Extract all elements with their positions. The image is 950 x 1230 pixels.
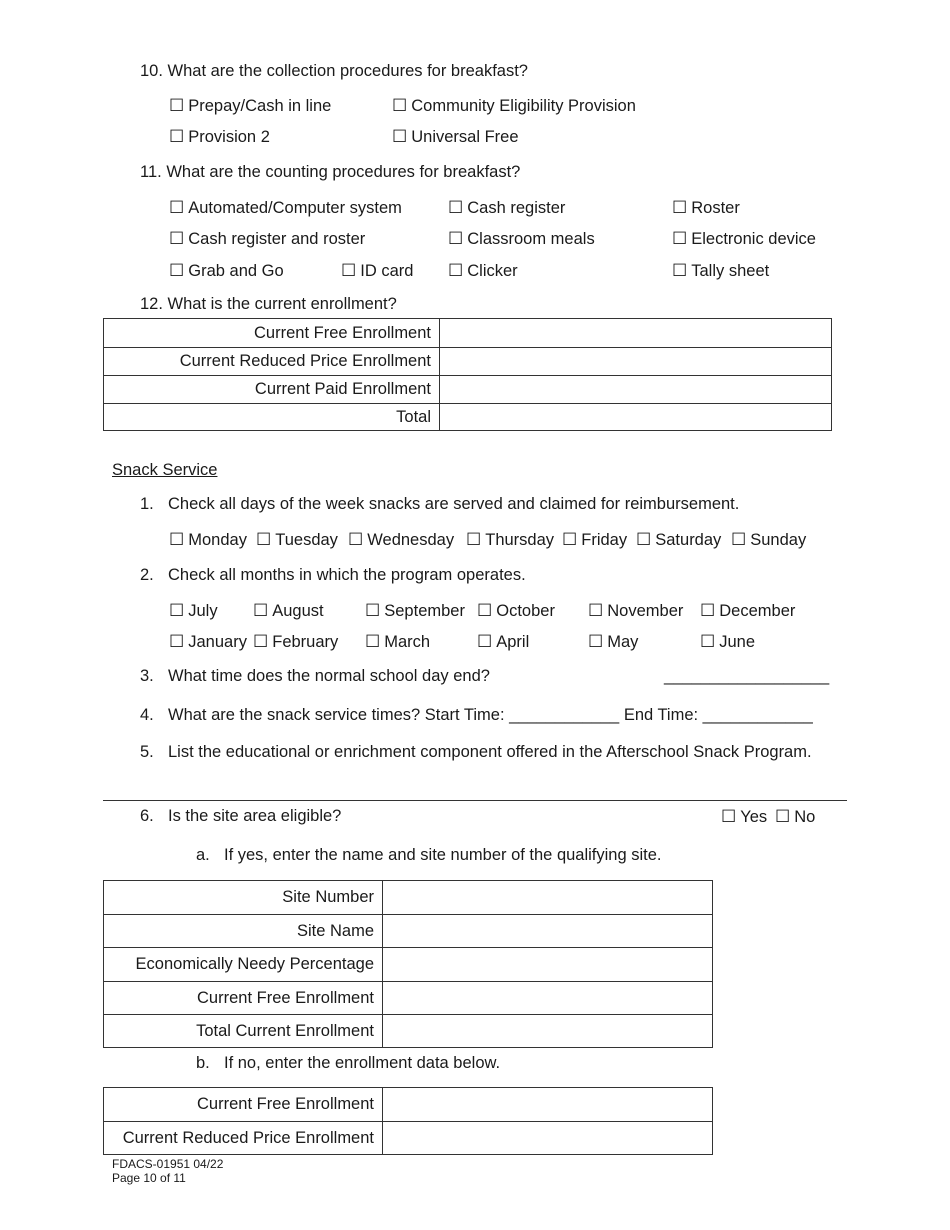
- day-sunday[interactable]: ☐ Sunday: [731, 530, 807, 549]
- snack-q6-question: Is the site area eligible?: [168, 807, 342, 825]
- q10-text: [140, 62, 528, 81]
- snack-q2-number: 2.: [140, 566, 154, 584]
- q11-option-roster[interactable]: ☐ Roster: [672, 198, 740, 217]
- checkbox-icon[interactable]: ☐: [466, 530, 482, 549]
- q12-text: [140, 295, 397, 314]
- checkbox-icon[interactable]: ☐: [169, 127, 185, 146]
- site-total-enrollment-field[interactable]: [383, 1015, 713, 1048]
- table-row: [104, 319, 832, 348]
- month-september[interactable]: ☐ September: [365, 601, 465, 620]
- table-row: [104, 404, 832, 431]
- month-december[interactable]: ☐ December: [700, 601, 796, 620]
- month-october[interactable]: ☐ October: [477, 601, 555, 620]
- snack-q3-number: 3.: [140, 667, 154, 685]
- enrollment-free-field[interactable]: [440, 319, 832, 348]
- day-saturday[interactable]: ☐ Saturday: [636, 530, 722, 549]
- enrollment-total-field[interactable]: [440, 404, 832, 431]
- checkbox-icon[interactable]: ☐: [169, 632, 185, 651]
- enrichment-answer-line[interactable]: [103, 800, 847, 801]
- checkbox-icon[interactable]: ☐: [636, 530, 652, 549]
- table-row: [104, 376, 832, 404]
- enrollment-paid-field[interactable]: [440, 376, 832, 404]
- needy-percentage-field[interactable]: [383, 948, 713, 982]
- checkbox-icon[interactable]: ☐: [448, 261, 464, 280]
- snack-q5-question: List the educational or enrichment component offered in the Afterschool Snack Program.: [168, 743, 812, 761]
- checkbox-icon[interactable]: ☐: [169, 96, 185, 115]
- month-november[interactable]: ☐ November: [588, 601, 684, 620]
- q6a-text: If yes, enter the name and site number of the qualifying site.: [224, 846, 662, 864]
- checkbox-icon[interactable]: ☐: [169, 198, 185, 217]
- b-reduced-enrollment-field[interactable]: [383, 1122, 713, 1155]
- checkbox-icon[interactable]: ☐: [588, 632, 604, 651]
- q10-question: What are the collection procedures for breakfast?: [167, 62, 528, 80]
- row-label: Current Free Enrollment: [104, 319, 440, 348]
- checkbox-icon[interactable]: ☐: [365, 632, 381, 651]
- q10-option-prepay[interactable]: ☐ Prepay/Cash in line: [169, 96, 332, 115]
- checkbox-icon[interactable]: ☐: [731, 530, 747, 549]
- q10-option-provision2[interactable]: ☐ Provision 2: [169, 127, 270, 146]
- snack-q1-question: Check all days of the week snacks are served and claimed for reimbursement.: [168, 495, 740, 513]
- q11-option-automated[interactable]: ☐ Automated/Computer system: [169, 198, 402, 217]
- checkbox-icon[interactable]: ☐: [365, 601, 381, 620]
- checkbox-icon[interactable]: ☐: [775, 807, 791, 826]
- row-label: Site Name: [104, 915, 383, 948]
- row-label: Current Free Enrollment: [104, 982, 383, 1015]
- q6b-label: b.: [196, 1054, 210, 1072]
- checkbox-icon[interactable]: ☐: [169, 530, 185, 549]
- month-february[interactable]: ☐ February: [253, 632, 339, 651]
- table-row: [104, 915, 713, 948]
- site-eligible-yes[interactable]: ☐ Yes: [721, 807, 768, 826]
- snack-q3-question: What time does the normal school day end?: [168, 667, 490, 685]
- q11-text: [140, 163, 520, 182]
- row-label: Total Current Enrollment: [104, 1015, 383, 1048]
- school-end-time-field[interactable]: __________________: [664, 667, 830, 685]
- checkbox-icon[interactable]: ☐: [448, 198, 464, 217]
- checkbox-icon[interactable]: ☐: [253, 601, 269, 620]
- month-march[interactable]: ☐ March: [365, 632, 431, 651]
- checkbox-icon[interactable]: ☐: [562, 530, 578, 549]
- q11-option-electronic-device[interactable]: ☐ Electronic device: [672, 229, 816, 248]
- checkbox-icon[interactable]: ☐: [169, 261, 185, 280]
- q11-option-cash-register-roster[interactable]: ☐ Cash register and roster: [169, 229, 366, 248]
- checkbox-icon[interactable]: ☐: [341, 261, 357, 280]
- checkbox-icon[interactable]: ☐: [477, 601, 493, 620]
- month-january[interactable]: ☐ January: [169, 632, 247, 651]
- day-tuesday[interactable]: ☐ Tuesday: [256, 530, 338, 549]
- b-free-enrollment-field[interactable]: [383, 1088, 713, 1122]
- checkbox-icon[interactable]: ☐: [700, 601, 716, 620]
- q11-option-clicker[interactable]: ☐ Clicker: [448, 261, 518, 280]
- site-free-enrollment-field[interactable]: [383, 982, 713, 1015]
- day-friday[interactable]: ☐ Friday: [562, 530, 628, 549]
- month-may[interactable]: ☐ May: [588, 632, 639, 651]
- day-wednesday[interactable]: ☐ Wednesday: [348, 530, 455, 549]
- q11-option-grab-and-go[interactable]: ☐ Grab and Go: [169, 261, 284, 280]
- row-label: Current Reduced Price Enrollment: [104, 348, 440, 376]
- day-monday[interactable]: ☐ Monday: [169, 530, 247, 549]
- month-june[interactable]: ☐ June: [700, 632, 756, 651]
- enrollment-data-table: [103, 1087, 713, 1155]
- row-label: Site Number: [104, 881, 383, 915]
- row-label: Current Free Enrollment: [104, 1088, 383, 1122]
- q10-number: 10.: [140, 62, 163, 80]
- q11-option-id-card[interactable]: ☐ ID card: [341, 261, 414, 280]
- checkbox-icon[interactable]: ☐: [672, 229, 688, 248]
- snack-q4-number: 4.: [140, 706, 154, 724]
- checkbox-icon[interactable]: ☐: [348, 530, 364, 549]
- day-thursday[interactable]: ☐ Thursday: [466, 530, 555, 549]
- q11-option-cash-register[interactable]: ☐ Cash register: [448, 198, 566, 217]
- enrollment-reduced-field[interactable]: [440, 348, 832, 376]
- checkbox-icon[interactable]: ☐: [700, 632, 716, 651]
- checkbox-icon[interactable]: ☐: [588, 601, 604, 620]
- snack-q2-question: Check all months in which the program operates.: [168, 566, 526, 584]
- checkbox-icon[interactable]: ☐: [253, 632, 269, 651]
- footer: [112, 1157, 223, 1185]
- checkbox-icon[interactable]: ☐: [256, 530, 272, 549]
- checkbox-icon[interactable]: ☐: [721, 807, 737, 826]
- page-number: Page 10 of 11: [112, 1171, 186, 1185]
- q11-number: 11.: [140, 163, 162, 181]
- snack-q4-question[interactable]: What are the snack service times? Start Time: ____________ End Time: ____________: [168, 706, 813, 724]
- q11-option-tally-sheet[interactable]: ☐ Tally sheet: [672, 261, 770, 280]
- snack-q6-number: 6.: [140, 807, 154, 825]
- site-number-field[interactable]: [383, 881, 713, 915]
- q11-option-classroom-meals[interactable]: ☐ Classroom meals: [448, 229, 595, 248]
- q12-number: 12.: [140, 295, 163, 313]
- site-name-field[interactable]: [383, 915, 713, 948]
- checkbox-icon[interactable]: ☐: [169, 229, 185, 248]
- checkbox-icon[interactable]: ☐: [672, 198, 688, 217]
- q11-question: What are the counting procedures for breakfast?: [166, 163, 521, 181]
- month-april[interactable]: ☐ April: [477, 632, 530, 651]
- row-label: Current Paid Enrollment: [104, 376, 440, 404]
- checkbox-icon[interactable]: ☐: [169, 601, 185, 620]
- row-label: Total: [104, 404, 440, 431]
- qualifying-site-table: [103, 880, 713, 1048]
- table-row: [104, 881, 713, 915]
- checkbox-icon[interactable]: ☐: [392, 96, 408, 115]
- q10-option-universal-free[interactable]: ☐ Universal Free: [392, 127, 519, 146]
- table-row: [104, 1015, 713, 1048]
- checkbox-icon[interactable]: ☐: [477, 632, 493, 651]
- q6b-text: If no, enter the enrollment data below.: [224, 1054, 501, 1072]
- snack-q1-number: 1.: [140, 495, 154, 513]
- snack-q5-number: 5.: [140, 743, 154, 761]
- table-row: [104, 1088, 713, 1122]
- q12-question: What is the current enrollment?: [167, 295, 397, 313]
- checkbox-icon[interactable]: ☐: [672, 261, 688, 280]
- snack-section-title: Snack Service: [112, 461, 218, 479]
- checkbox-icon[interactable]: ☐: [448, 229, 464, 248]
- checkbox-icon[interactable]: ☐: [392, 127, 408, 146]
- form-id: FDACS-01951 04/22: [112, 1157, 224, 1171]
- table-row: [104, 1122, 713, 1155]
- month-august[interactable]: ☐ August: [253, 601, 324, 620]
- table-row: [104, 982, 713, 1015]
- month-july[interactable]: ☐ July: [169, 601, 218, 620]
- site-eligible-no[interactable]: ☐ No: [775, 807, 816, 826]
- enrollment-table: [103, 318, 832, 431]
- q6a-label: a.: [196, 846, 210, 864]
- table-row: [104, 348, 832, 376]
- row-label: Economically Needy Percentage: [104, 948, 383, 982]
- table-row: [104, 948, 713, 982]
- q10-option-cep[interactable]: ☐ Community Eligibility Provision: [392, 96, 636, 115]
- row-label: Current Reduced Price Enrollment: [104, 1122, 383, 1155]
